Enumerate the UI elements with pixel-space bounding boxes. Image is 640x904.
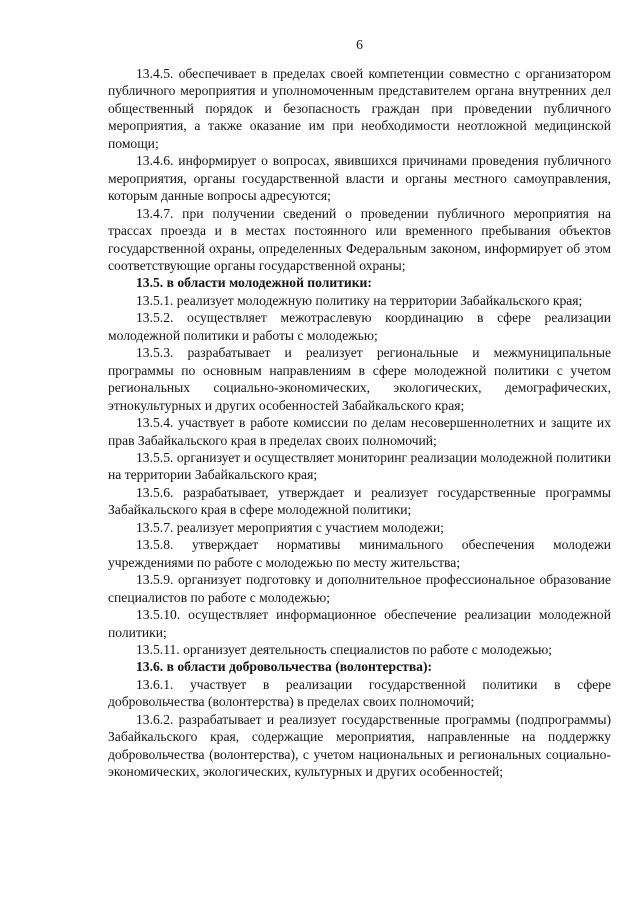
section-heading-13-5: 13.5. в области молодежной политики: (136, 275, 372, 291)
paragraph-13-5-5: 13.5.5. организует и осуществляет мониторинг реализации молодежной политики на территории Забайкальского края; (108, 449, 611, 483)
paragraph-13-5-3: 13.5.3. разрабатывает и реализует региональные и межмуниципальные программы по основным направлениям в сфере молодежной политики с учетом региональных социально-экономических, экологических, демографических, этнокультурных и других особенностей Забайкальского края; (108, 345, 611, 413)
section-heading-13-6: 13.6. в области добровольчества (волонтерства): (136, 659, 433, 675)
paragraph-13-6-2: 13.6.2. разрабатывает и реализует государственные программы (подпрограммы) Забайкальского края, содержащие мероприятия, направленные на поддержку добровольчества (волонтерства), с учетом национальных и региональных социально-экономических, экологических, культурных и других особенностей; (108, 711, 611, 780)
paragraph-13-6-1: 13.6.1. участвует в реализации государственной политики в сфере добровольчества (волонтерства) в пределах своих полномочий; (108, 676, 611, 710)
paragraph-13-5-7: 13.5.7. реализует мероприятия с участием молодежи; (136, 519, 444, 535)
paragraph-13-5-10: 13.5.10. осуществляет информационное обеспечение реализации молодежной политики; (108, 607, 611, 640)
paragraph-13-5-2: 13.5.2. осуществляет межотраслевую координацию в сфере реализации молодежной политики и работы с молодежью; (108, 310, 611, 343)
paragraph-13-4-7: 13.4.7. при получении сведений о проведении публичного мероприятия на трассах проезда и в местах постоянного или временного пребывания объектов государственной охраны, определенных Федеральным законом, информирует об этом соответствующие органы государственной охраны; (108, 205, 611, 273)
paragraph-13-5-11: 13.5.11. организует деятельность специалистов по работе с молодежью; (136, 641, 553, 657)
paragraph-13-5-9: 13.5.9. организует подготовку и дополнительное профессиональное образование специалистов по работе с молодежью; (108, 572, 611, 605)
paragraph-13-4-5: 13.4.5. обеспечивает в пределах своей компетенции совместно с организатором публичного мероприятия и уполномоченным представителем органа внутренних дел общественный порядок и безопасность граждан при проведении публичного мероприятия, а также оказание им при необходимости неотложной медицинской помощи; (108, 66, 611, 151)
paragraph-13-4-6: 13.4.6. информирует о вопросах, явившихся причинами проведения публичного мероприятия, органы государственной власти и органы местного самоуправления, которым данные вопросы адресуются; (108, 153, 611, 204)
paragraph-13-5-6: 13.5.6. разрабатывает, утверждает и реализует государственные программы Забайкальского края в сфере молодежной политики; (108, 484, 611, 518)
paragraph-13-5-1: 13.5.1. реализует молодежную политику на территории Забайкальского края; (136, 292, 583, 308)
page-number: 6 (356, 37, 363, 52)
paragraph-13-5-4: 13.5.4. участвует в работе комиссии по делам несовершеннолетних и защите их прав Забайкальского края в пределах своих полномочий; (108, 415, 611, 448)
paragraph-13-5-8: 13.5.8. утверждает нормативы минимального обеспечения молодежи учреждениями по работе с молодежью по месту жительства; (108, 537, 611, 570)
